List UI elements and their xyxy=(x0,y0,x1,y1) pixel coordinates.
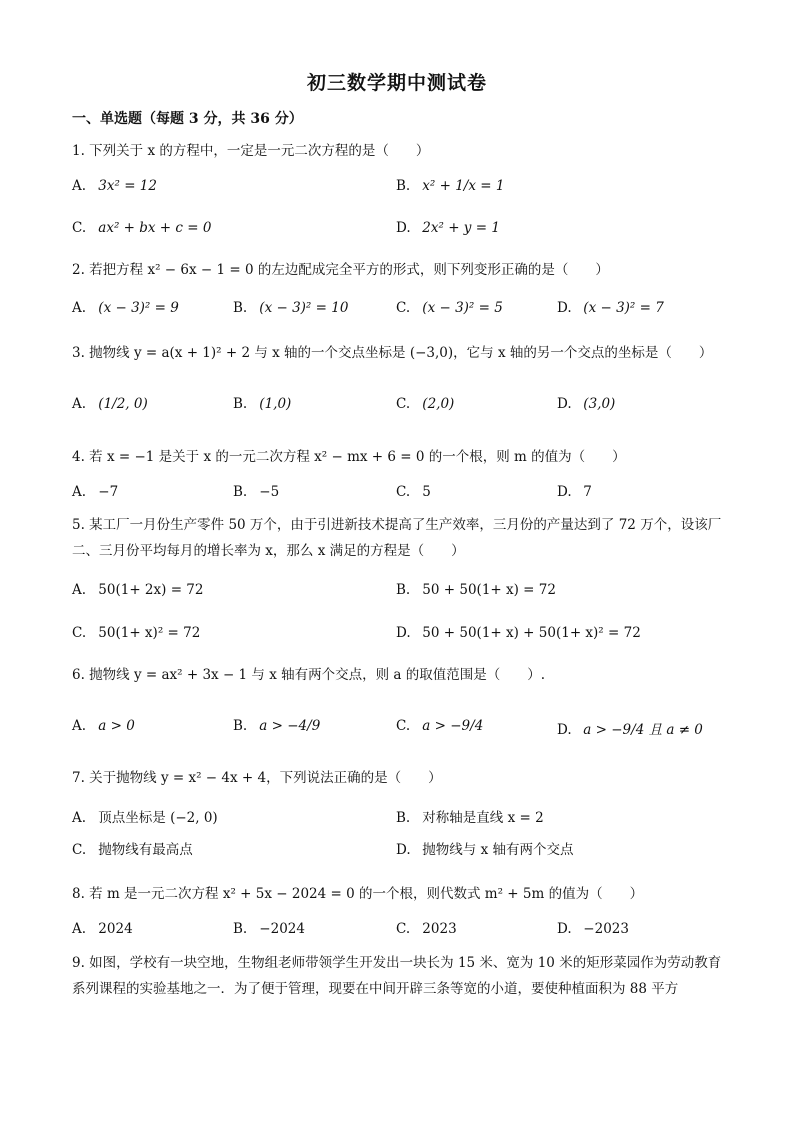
question-9-stem: 9. 如图，学校有一块空地，生物组老师带领学生开发出一块长为 15 米、宽为 10 米的矩形菜园作为劳动教育系列课程的实验基地之一．为了便于管理，现要在中间开辟三条等宽的小道，要使种植面积为 88 平方 xyxy=(72,955,722,997)
question-5-option-a[interactable] xyxy=(72,582,203,598)
question-6-option-a[interactable] xyxy=(72,718,135,734)
option-text: ax² + bx + c = 0 xyxy=(98,220,212,236)
option-text: (3,0) xyxy=(583,396,616,412)
question-5-option-c[interactable] xyxy=(72,625,200,641)
question-1-option-d[interactable] xyxy=(396,220,500,236)
option-text: 抛物线有最高点 xyxy=(98,842,193,858)
question-1-option-b[interactable] xyxy=(396,178,504,194)
option-text: 3x² = 12 xyxy=(98,178,157,194)
option-key: A. xyxy=(72,300,87,316)
option-text: (1/2, 0) xyxy=(98,396,148,412)
option-key: C. xyxy=(72,842,87,858)
option-key: B. xyxy=(396,178,411,194)
option-key: C. xyxy=(72,220,87,236)
question-2-stem: 2. 若把方程 x² − 6x − 1 = 0 的左边配成完全平方的形式，则下列变形正确的是（ ） xyxy=(72,262,609,278)
question-5-option-b[interactable] xyxy=(396,582,556,598)
option-key: B. xyxy=(233,484,248,500)
question-1-option-c[interactable] xyxy=(72,220,211,236)
option-text: a > −4/9 xyxy=(259,718,321,734)
option-key: A. xyxy=(72,718,87,734)
option-text: (x − 3)² = 10 xyxy=(259,300,349,316)
option-text: 2x² + y = 1 xyxy=(422,220,500,236)
option-text: 7 xyxy=(583,484,592,500)
option-text: −7 xyxy=(98,484,119,500)
question-4-option-b[interactable] xyxy=(233,484,279,500)
question-2-option-b[interactable] xyxy=(233,300,348,316)
option-text: 50(1+ 2x) = 72 xyxy=(98,582,204,598)
option-key: B. xyxy=(233,718,248,734)
option-key: B. xyxy=(233,300,248,316)
question-1-stem: 1. 下列关于 x 的方程中，一定是一元二次方程的是（ ） xyxy=(72,143,430,159)
question-7-option-c[interactable] xyxy=(72,838,193,858)
question-4-stem: 4. 若 x = −1 是关于 x 的一元二次方程 x² − mx + 6 = 0 的一个根，则 m 的值为（ ） xyxy=(72,449,626,465)
option-text: 对称轴是直线 x = 2 xyxy=(422,810,544,826)
option-text: a > 0 xyxy=(98,718,135,734)
question-4-option-d[interactable] xyxy=(557,484,592,500)
option-text: (x − 3)² = 7 xyxy=(583,300,664,316)
option-text: a > −9/4 且 a ≠ 0 xyxy=(583,722,703,738)
question-6-option-c[interactable] xyxy=(396,718,483,734)
option-key: C. xyxy=(396,300,411,316)
option-key: D. xyxy=(396,842,411,858)
option-key: B. xyxy=(233,921,248,937)
option-text: 50 + 50(1+ x) + 50(1+ x)² = 72 xyxy=(422,625,641,641)
option-text: (x − 3)² = 5 xyxy=(422,300,503,316)
question-2-option-c[interactable] xyxy=(396,300,503,316)
section-heading: 一、单选题（每题 3 分，共 36 分） xyxy=(72,111,303,127)
question-5-option-d[interactable] xyxy=(396,625,641,641)
option-text: (1,0) xyxy=(259,396,292,412)
option-text: a > −9/4 xyxy=(422,718,484,734)
page-title: 初三数学期中测试卷 xyxy=(306,72,487,94)
option-text: 5 xyxy=(422,484,431,500)
question-4-option-a[interactable] xyxy=(72,484,118,500)
option-key: A. xyxy=(72,178,87,194)
option-key: C. xyxy=(396,921,411,937)
question-6-stem: 6. 抛物线 y = ax² + 3x − 1 与 x 轴有两个交点，则 a 的取值范围是（ ）. xyxy=(72,667,546,683)
question-8-option-b[interactable] xyxy=(233,921,305,937)
question-8-option-a[interactable] xyxy=(72,921,133,937)
option-text: −5 xyxy=(259,484,280,500)
option-key: B. xyxy=(233,396,248,412)
option-text: −2023 xyxy=(583,921,629,937)
option-text: 2024 xyxy=(98,921,133,937)
option-key: D. xyxy=(557,722,572,738)
option-key: B. xyxy=(396,810,411,826)
question-6-option-d[interactable] xyxy=(557,718,703,738)
question-1-option-a[interactable] xyxy=(72,178,157,194)
option-text: (2,0) xyxy=(422,396,455,412)
option-key: C. xyxy=(396,396,411,412)
option-key: A. xyxy=(72,921,87,937)
question-7-option-b[interactable] xyxy=(396,806,544,826)
question-8-stem: 8. 若 m 是一元二次方程 x² + 5x − 2024 = 0 的一个根，则代数式 m² + 5m 的值为（ ） xyxy=(72,886,644,902)
option-text: −2024 xyxy=(259,921,305,937)
option-key: D. xyxy=(557,921,572,937)
question-4-option-c[interactable] xyxy=(396,484,431,500)
option-text: (x − 3)² = 9 xyxy=(98,300,179,316)
question-7-option-d[interactable] xyxy=(396,838,574,858)
option-key: C. xyxy=(396,718,411,734)
option-key: A. xyxy=(72,484,87,500)
option-key: A. xyxy=(72,582,87,598)
question-3-option-c[interactable] xyxy=(396,396,454,412)
option-key: A. xyxy=(72,396,87,412)
question-7-option-a[interactable] xyxy=(72,806,218,826)
option-key: A. xyxy=(72,810,87,826)
option-key: D. xyxy=(557,484,572,500)
option-key: D. xyxy=(396,625,411,641)
option-text: 50 + 50(1+ x) = 72 xyxy=(422,582,556,598)
option-text: 抛物线与 x 轴有两个交点 xyxy=(422,842,574,858)
question-7-stem: 7. 关于抛物线 y = x² − 4x + 4，下列说法正确的是（ ） xyxy=(72,770,442,786)
option-text: 50(1+ x)² = 72 xyxy=(98,625,201,641)
question-8-option-c[interactable] xyxy=(396,921,457,937)
option-key: D. xyxy=(557,396,572,412)
question-3-option-d[interactable] xyxy=(557,396,615,412)
question-6-option-b[interactable] xyxy=(233,718,320,734)
option-text: x² + 1/x = 1 xyxy=(422,178,505,194)
option-key: D. xyxy=(557,300,572,316)
question-3-stem: 3. 抛物线 y = a(x + 1)² + 2 与 x 轴的一个交点坐标是 (−3,0)，它与 x 轴的另一个交点的坐标是（ ） xyxy=(72,345,713,361)
option-key: D. xyxy=(396,220,411,236)
option-key: B. xyxy=(396,582,411,598)
option-text: 2023 xyxy=(422,921,457,937)
option-key: C. xyxy=(396,484,411,500)
question-5-stem: 5. 某工厂一月份生产零件 50 万个，由于引进新技术提高了生产效率，三月份的产量达到了 72 万个，设该厂二、三月份平均每月的增长率为 x，那么 x 满足的方程是（ ） xyxy=(72,517,722,559)
option-text: 顶点坐标是 (−2, 0) xyxy=(98,810,218,826)
question-3-option-a[interactable] xyxy=(72,396,148,412)
option-key: C. xyxy=(72,625,87,641)
question-8-option-d[interactable] xyxy=(557,921,629,937)
question-3-option-b[interactable] xyxy=(233,396,291,412)
question-2-option-a[interactable] xyxy=(72,300,179,316)
question-2-option-d[interactable] xyxy=(557,300,664,316)
